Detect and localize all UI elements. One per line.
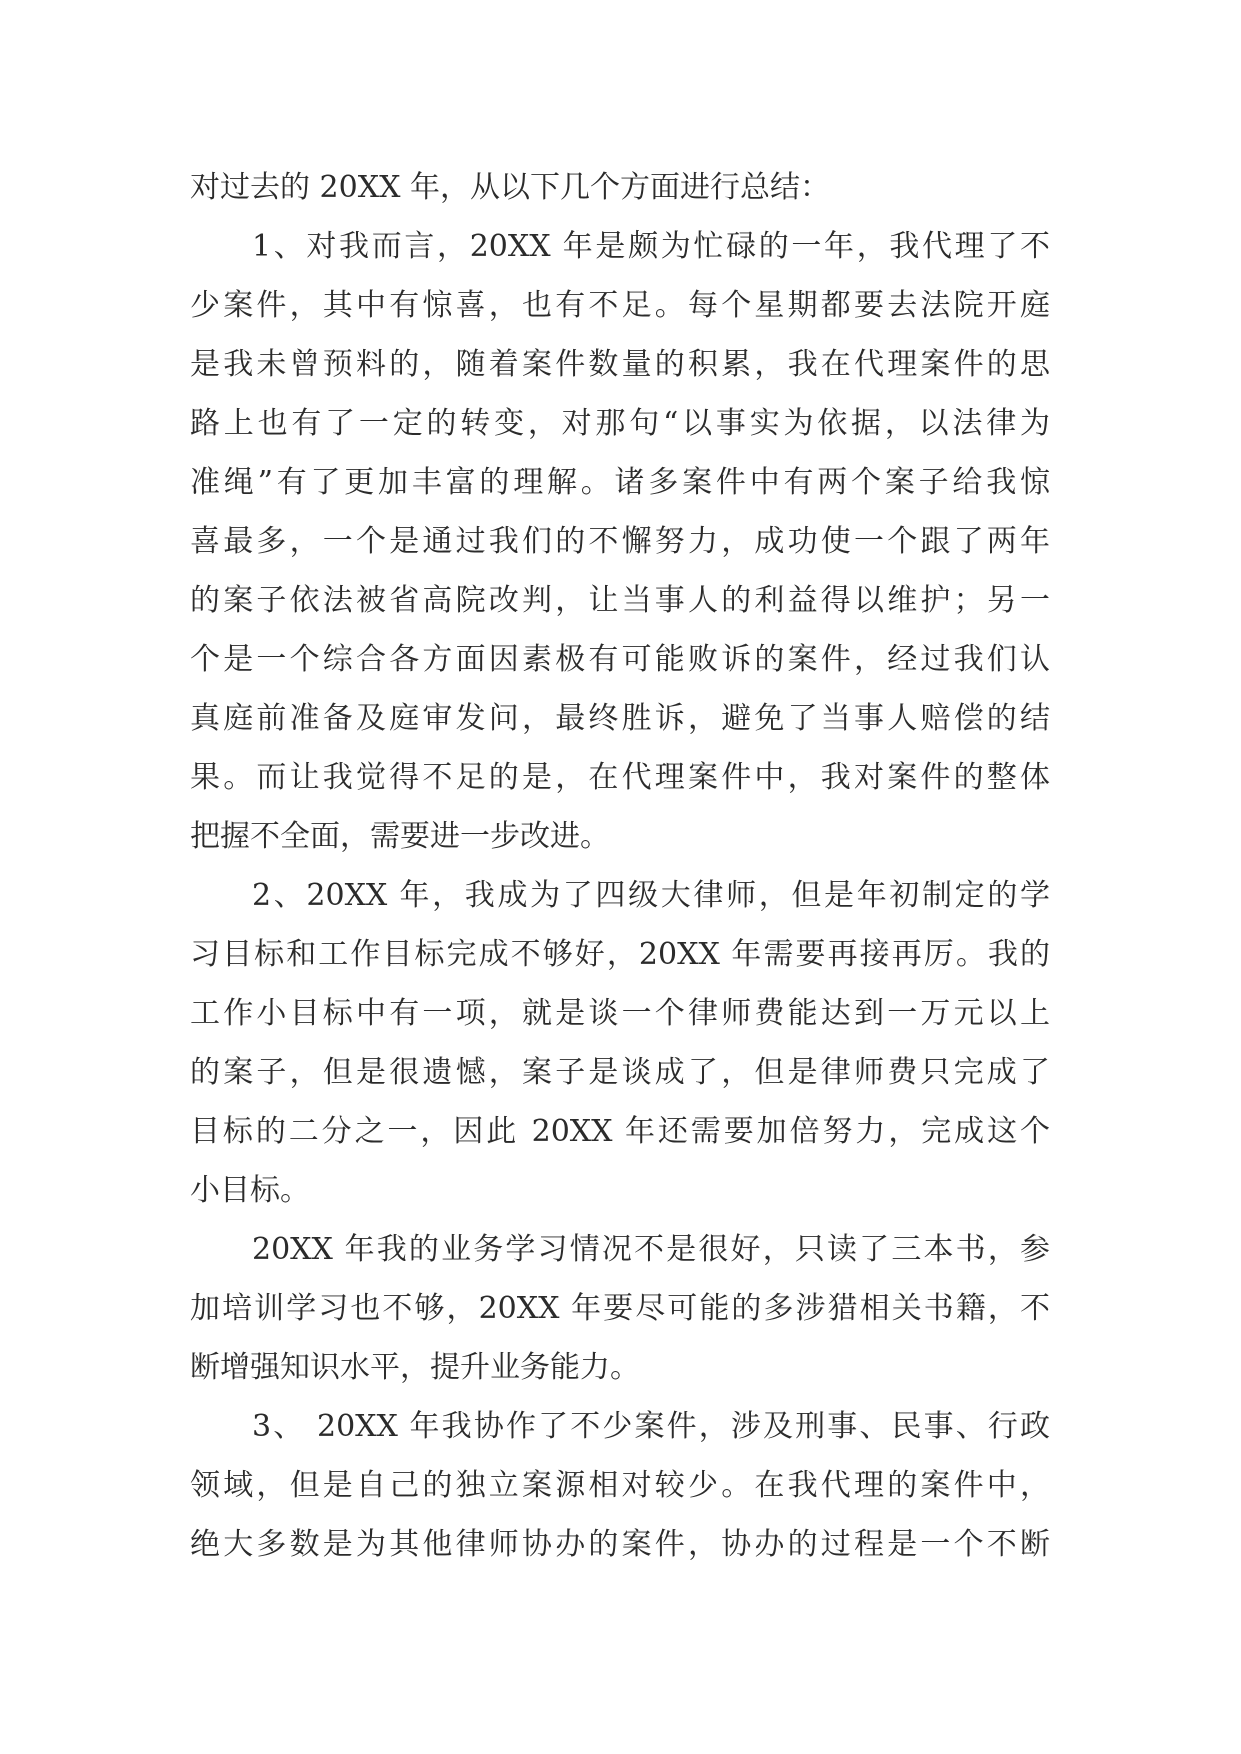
text-line: 3、 20XX 年我协作了不少案件，涉及刑事、民事、行政 (252, 1409, 1050, 1444)
text-line: 的案子，但是很遗憾，案子是谈成了，但是律师费只完成了 (190, 1055, 1050, 1090)
text-line: 把握不全面，需要进一步改进。 (190, 819, 610, 854)
text-line: 真庭前准备及庭审发问，最终胜诉，避免了当事人赔偿的结 (190, 701, 1050, 736)
text-line: 的案子依法被省高院改判，让当事人的利益得以维护；另一 (190, 583, 1050, 618)
text-line: 工作小目标中有一项，就是谈一个律师费能达到一万元以上 (190, 996, 1050, 1031)
text-line: 加培训学习也不够，20XX 年要尽可能的多涉猎相关书籍，不 (190, 1291, 1050, 1326)
text-line: 2、20XX 年，我成为了四级大律师，但是年初制定的学 (252, 878, 1050, 913)
text-line: 喜最多，一个是通过我们的不懈努力，成功使一个跟了两年 (190, 524, 1050, 559)
text-line: 路上也有了一定的转变，对那句“以事实为依据，以法律为 (190, 406, 1050, 441)
text-line: 准绳”有了更加丰富的理解。诸多案件中有两个案子给我惊 (190, 465, 1050, 500)
document-body (190, 158, 1050, 1574)
text-line: 领域，但是自己的独立案源相对较少。在我代理的案件中， (190, 1468, 1050, 1503)
text-line: 习目标和工作目标完成不够好，20XX 年需要再接再厉。我的 (190, 937, 1050, 972)
text-line: 1、对我而言，20XX 年是颇为忙碌的一年，我代理了不 (252, 229, 1050, 264)
text-line: 是我未曾预料的，随着案件数量的积累，我在代理案件的思 (190, 347, 1050, 382)
text-line: 断增强知识水平，提升业务能力。 (190, 1350, 640, 1385)
text-line: 个是一个综合各方面因素极有可能败诉的案件，经过我们认 (190, 642, 1050, 677)
text-line: 果。而让我觉得不足的是，在代理案件中，我对案件的整体 (190, 760, 1050, 795)
text-line: 对过去的 20XX 年，从以下几个方面进行总结： (190, 170, 830, 205)
text-line: 绝大多数是为其他律师协办的案件，协办的过程是一个不断 (190, 1527, 1050, 1562)
text-line: 20XX 年我的业务学习情况不是很好，只读了三本书，参 (252, 1232, 1050, 1267)
text-line: 小目标。 (190, 1173, 310, 1208)
text-line: 目标的二分之一，因此 20XX 年还需要加倍努力，完成这个 (190, 1114, 1050, 1149)
text-line: 少案件，其中有惊喜，也有不足。每个星期都要去法院开庭 (190, 288, 1050, 323)
